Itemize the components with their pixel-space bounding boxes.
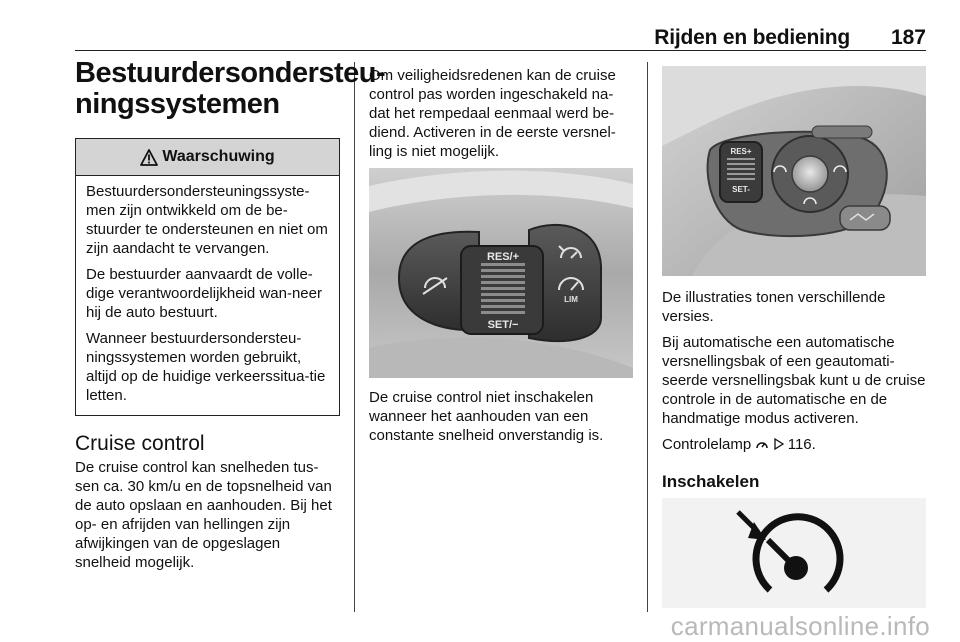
cruise-control-heading: Cruise control [75, 432, 205, 455]
inschakelen-heading: Inschakelen [662, 472, 760, 491]
steering-wheel-controls-figure-a [369, 168, 633, 378]
watermark: carmanualsonline.info [670, 611, 930, 641]
column-separator-1 [354, 62, 355, 612]
controlelamp-page-ref: 116. [787, 436, 816, 453]
safety-paragraph: Om veiligheidsredenen kan de cruise control pas worden ingeschakeld na-dat het rempedaal eenmaal werd be-diend. Activeren in de eerste versnel-ling is niet mogelijk. [369, 67, 616, 160]
warning-paragraph: Wanneer bestuurdersondersteu-ningssystemen worden gebruikt, altijd op de huidige verkeerssitua-tie letten. [86, 330, 326, 404]
header-rule [75, 50, 926, 51]
cruise-control-lamp-icon [755, 438, 769, 450]
running-header-title: Rijden en bediening [654, 26, 850, 49]
automatic-gearbox-paragraph: Bij automatische een automatische versnellingsbak of een geautomati-seerde versnellingsbak kunt u de cruise controle in de automatische en de handmatige modus activeren. [662, 334, 926, 427]
cruise-control-intro: De cruise control kan snelheden tus-sen ca. 30 km/u en de topsnelheid van de auto opslaan en aanhouden. Bij het op- en afrijden van hellingen zijn afwijkingen van de opgeslagen snelheid mogelijk. [75, 459, 332, 571]
column-right [662, 66, 926, 608]
set-label: SET/− [487, 319, 519, 331]
controlelamp-label: Controlelamp [662, 436, 752, 453]
warning-triangle-icon [140, 149, 158, 166]
warning-paragraph: Bestuurdersondersteuningssyste-men zijn ontwikkeld om de be-stuurder te ondersteunen en niet om zijn aandacht te vervangen. [86, 183, 328, 257]
column-separator-2 [647, 62, 648, 612]
section-title-line2: ningssystemen [75, 88, 280, 120]
set-label-b: SET- [732, 185, 750, 194]
cruise-control-on-icon [662, 498, 926, 608]
warning-header [76, 139, 339, 176]
section-title [75, 57, 386, 120]
controlelamp-line [662, 435, 926, 454]
warning-paragraph: De bestuurder aanvaardt de volle-dige verantwoordelijkheid wan-neer hij de auto bestuurt. [86, 266, 322, 321]
steering-wheel-controls-illustration [369, 168, 633, 378]
section-title-line1: Bestuurdersondersteu- [75, 57, 386, 89]
illustrations-paragraph: De illustraties tonen verschillende versies. [662, 289, 886, 325]
res-label-b: RES+ [730, 147, 752, 156]
warning-body [76, 176, 339, 415]
lim-label: LIM [564, 295, 578, 304]
page-number: 187 [890, 26, 926, 49]
column-middle [369, 66, 633, 452]
warning-title: Waarschuwing [162, 148, 275, 165]
steering-wheel-controls-illustration-b [662, 66, 926, 276]
caution-paragraph: De cruise control niet inschakelen wanneer het aanhouden van een constante snelheid onverstandig is. [369, 389, 604, 444]
res-label: RES/+ [486, 251, 520, 263]
steering-wheel-controls-figure-b [662, 66, 926, 276]
column-left [75, 57, 386, 579]
page-reference-arrow-icon [774, 438, 784, 450]
cruise-control-on-figure [662, 498, 926, 608]
warning-box [75, 138, 340, 416]
